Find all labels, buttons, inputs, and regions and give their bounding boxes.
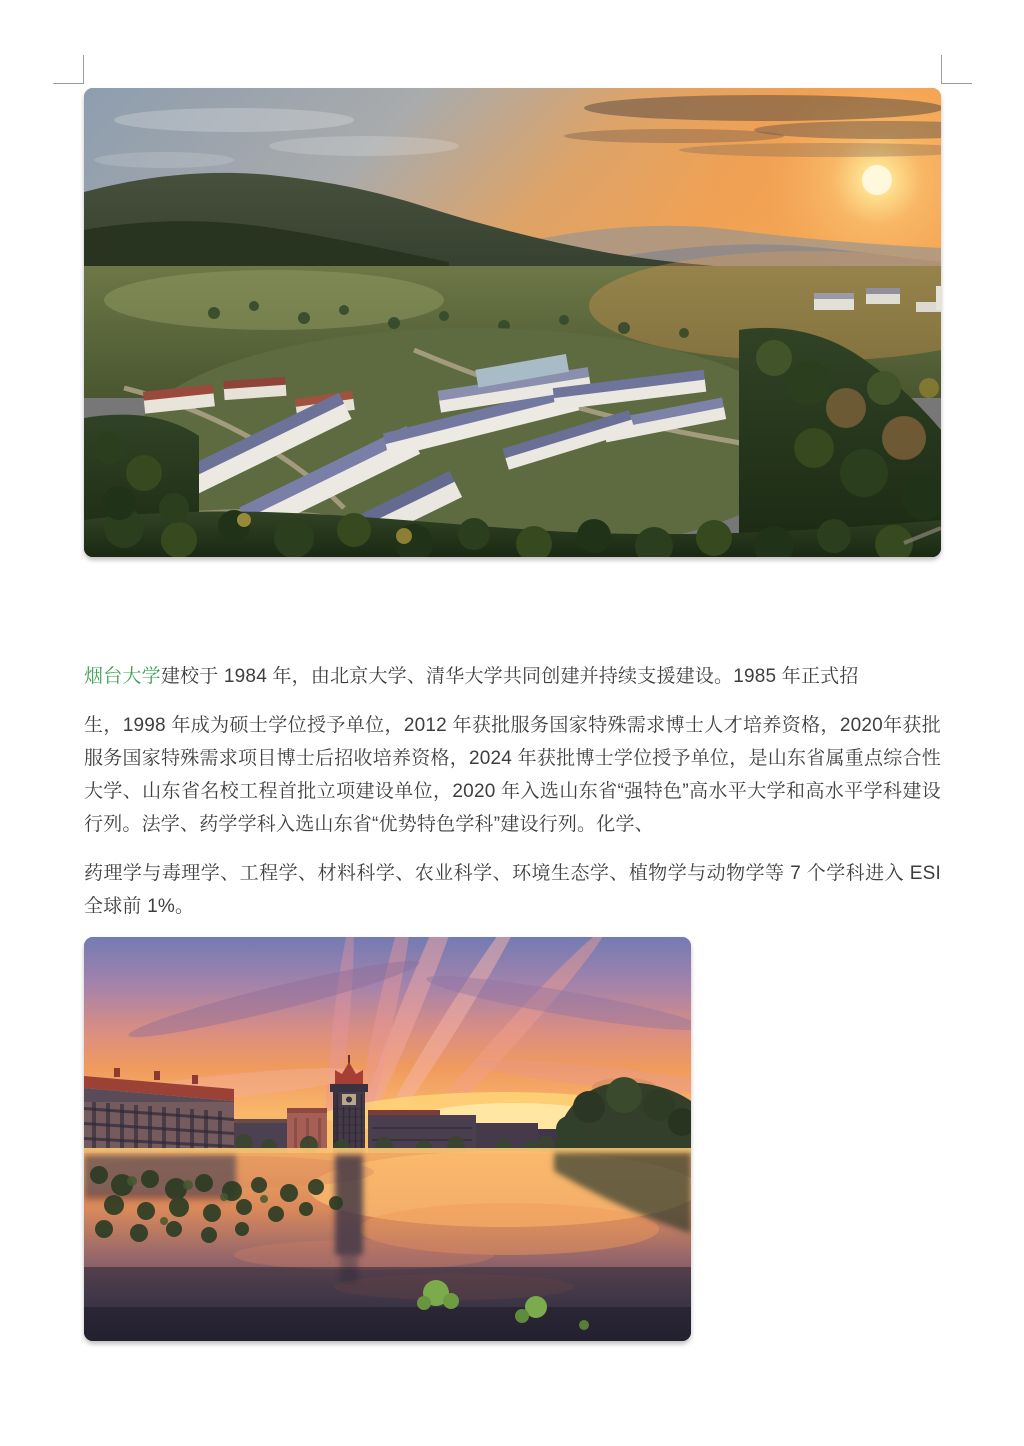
yantai-university-link[interactable]: 烟台大学	[84, 666, 161, 687]
lake-tower-photo[interactable]	[84, 937, 691, 1341]
paragraph-2: 生，1998 年成为硕士学位授予单位，2012 年获批服务国家特殊需求博士人才培养资格，2020年获批服务国家特殊需求项目博士后招收培养资格，2024 年获批博士学位授予单位，是山东省属重点综合性大学、山东省名校工程首批立项建设单位，2020 年入选山东省“强特色”高水平大学和高水平学科建设行列。法学、药学学科入选山东省“优势特色学科”建设行列。化学、	[84, 715, 941, 835]
campus-aerial-photo[interactable]	[84, 88, 941, 557]
article-text	[84, 660, 941, 923]
paragraph-1-text: 建校于 1984 年，由北京大学、清华大学共同创建并持续支援建设。1985 年正式招	[160, 666, 859, 687]
lake-tower-illustration	[84, 937, 691, 1341]
paragraph-3: 药理学与毒理学、工程学、材料科学、农业科学、环境生态学、植物学与动物学等 7 个学科进入 ESI 全球前 1%。	[84, 863, 941, 917]
paragraph-1	[84, 660, 941, 693]
crop-mark-top-left	[53, 55, 84, 84]
campus-aerial-illustration	[84, 88, 941, 557]
crop-mark-top-right	[941, 55, 972, 84]
